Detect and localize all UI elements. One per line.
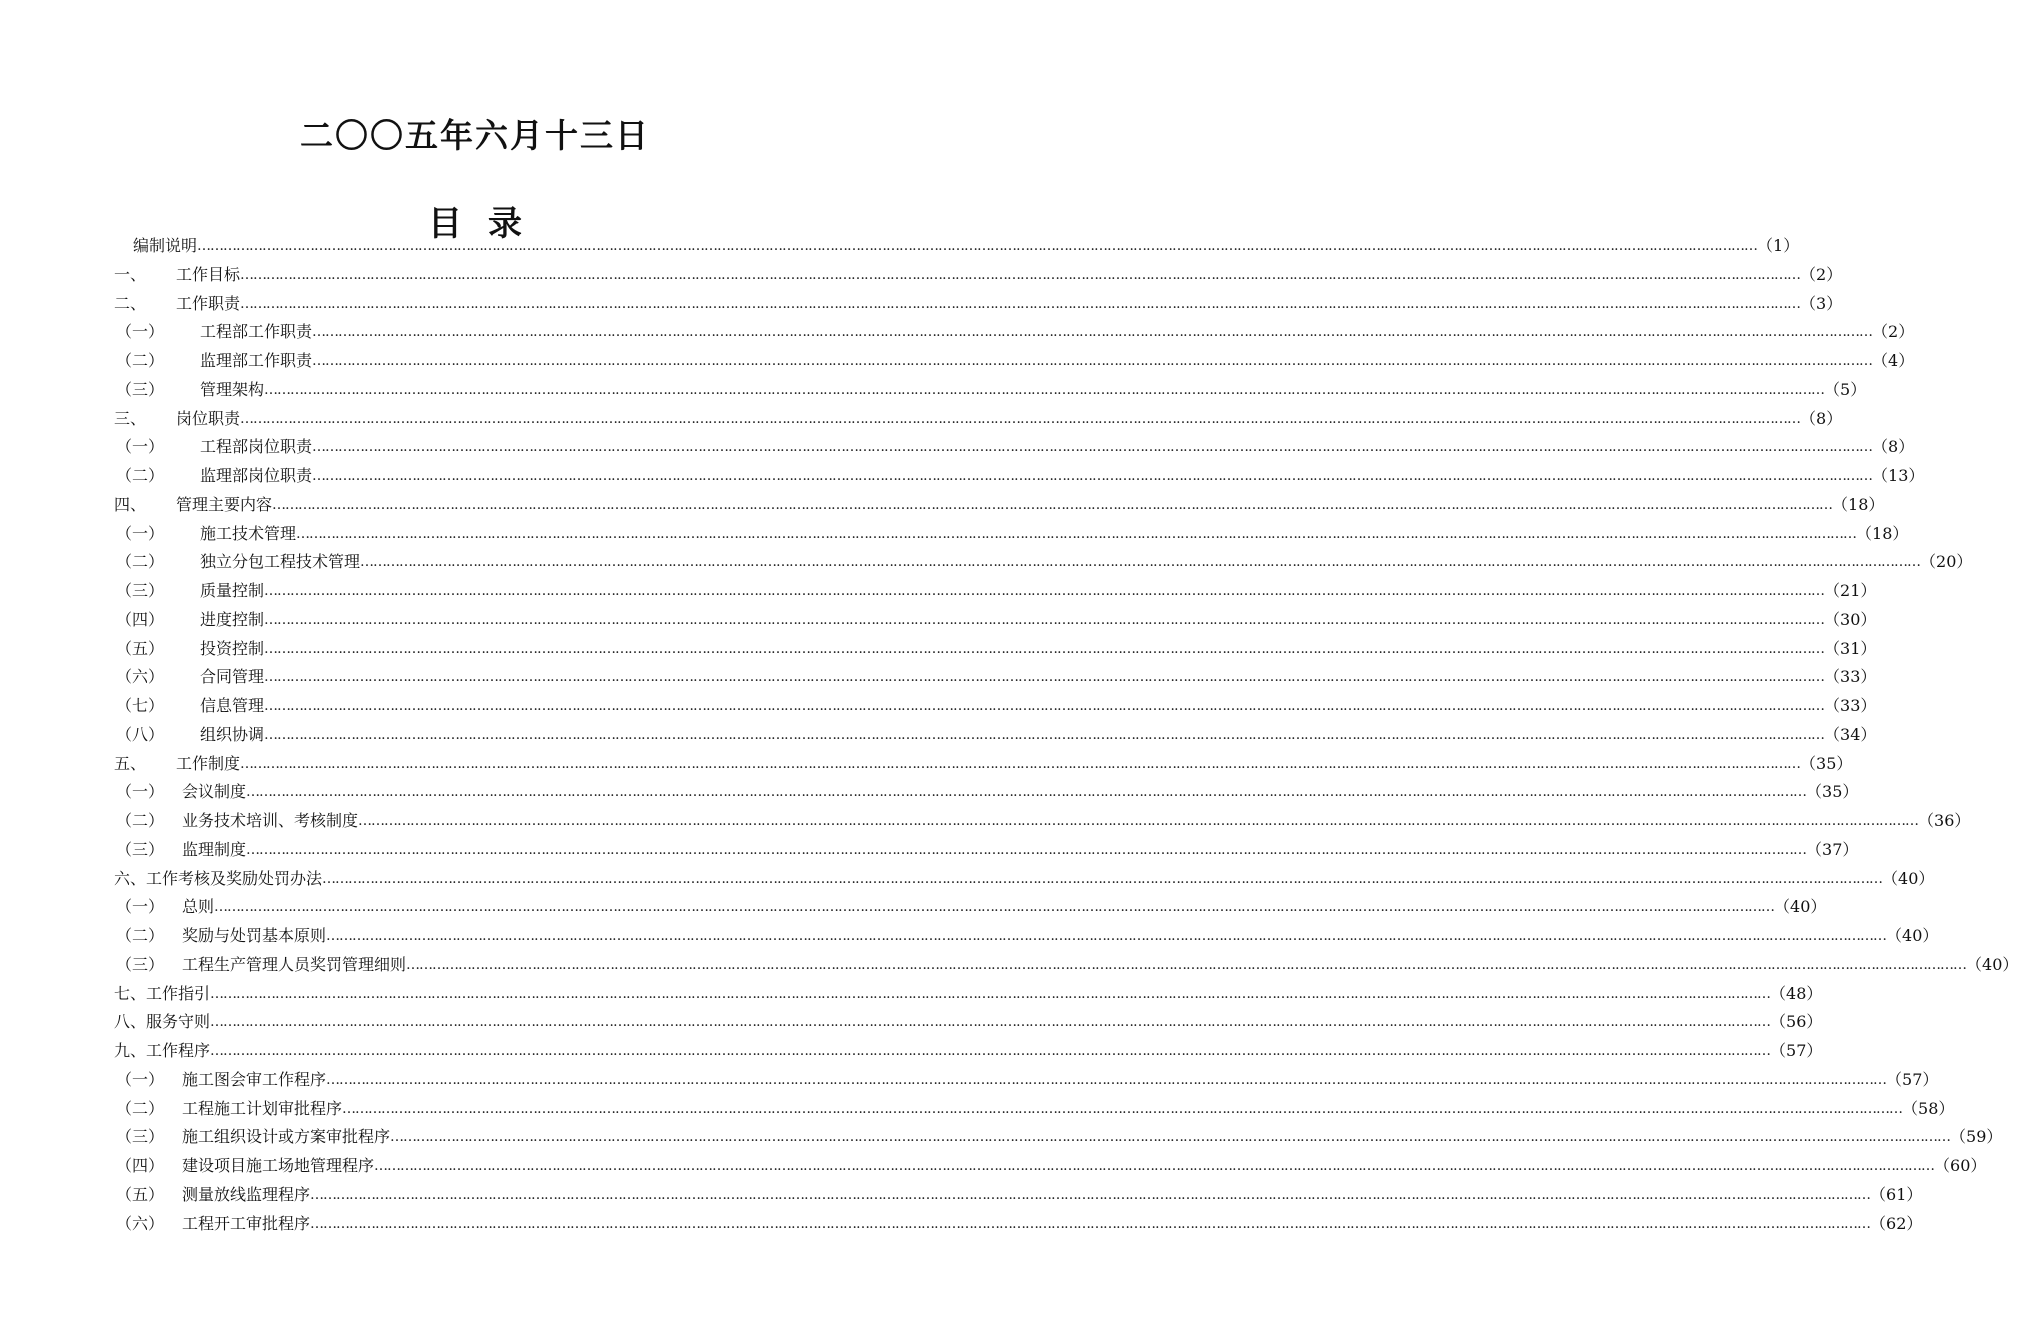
toc-entry-page: （4） (1872, 351, 1915, 370)
toc-entry-leader: ……………………………………………………………………………………………………………………………………………………………………………………………………………………………………………………………………………………………………………………………… (264, 698, 1825, 714)
toc-entry-leader: ……………………………………………………………………………………………………………………………………………………………………………………………………………………………………………………………………………………………………………………………… (326, 928, 1887, 944)
toc-entry (116, 606, 1877, 634)
toc-entry-label: 测量放线监理程序 (182, 1184, 311, 1204)
toc-entry-label: 工作职责 (176, 293, 241, 313)
toc-entry-page: （37） (1806, 839, 1859, 859)
toc-entry-label: 七、工作指引 (114, 983, 211, 1003)
toc-entry-page: （8） (1872, 437, 1915, 457)
toc-entry-page: （35） (1800, 753, 1853, 773)
toc-entry (116, 347, 1915, 375)
toc-entry-page: （18） (1856, 523, 1909, 543)
toc-entry (116, 922, 1939, 950)
toc-entry-number: 五、 (114, 753, 147, 773)
toc-entry-label: 编制说明 (133, 236, 198, 255)
toc-entry-label: 建设项目施工场地管理程序 (182, 1156, 375, 1175)
toc-entry-label: 质量控制 (200, 581, 265, 600)
toc-title-char-1: 目 (428, 204, 462, 244)
toc-entry-page: （8） (1800, 408, 1843, 428)
toc-entry-page: （40） (1886, 926, 1939, 945)
toc-entry-leader: ……………………………………………………………………………………………………………………………………………………………………………………………………………………………………………………………………………………………………………………………… (390, 1129, 1951, 1146)
toc-entry-label: 八、服务守则 (114, 1012, 211, 1032)
toc-entry-page: （18） (1832, 494, 1885, 514)
toc-entry-leader: ……………………………………………………………………………………………………………………………………………………………………………………………………………………………………………………………………………………………………………………………… (312, 353, 1873, 369)
toc-entry-leader: ……………………………………………………………………………………………………………………………………………………………………………………………………………………………………………………………………………………………………………………………… (374, 1158, 1935, 1174)
toc-entry-leader: ……………………………………………………………………………………………………………………………………………………………………………………………………………………………………………………………………………………………………………………………… (264, 583, 1825, 599)
toc-entry-leader: ……………………………………………………………………………………………………………………………………………………………………………………………………………………………………………………………………………………………………………………………… (264, 726, 1825, 743)
toc-entry-label: 管理主要内容 (176, 494, 273, 514)
toc-entry-number: 一、 (114, 264, 147, 284)
toc-entry (114, 290, 1843, 318)
toc-entry-number: （一） (116, 782, 165, 802)
toc-entry (114, 1008, 1823, 1036)
toc-entry-leader: ……………………………………………………………………………………………………………………………………………………………………………………………………………………………………………………………………………………………………………………………… (358, 813, 1919, 829)
toc-entry-leader: ……………………………………………………………………………………………………………………………………………………………………………………………………………………………………………………………………………………………………………………………… (310, 1215, 1871, 1232)
toc-entry-number: （七） (116, 696, 165, 715)
toc-entry-label: 工程施工计划审批程序 (182, 1098, 343, 1118)
toc-entry (116, 893, 1827, 921)
toc-entry-number: （一） (116, 897, 165, 917)
toc-entry-number: （一） (116, 523, 165, 543)
toc-entry-label: 九、工作程序 (114, 1041, 211, 1060)
toc-entry-page: （58） (1902, 1098, 1955, 1118)
toc-entry-leader: ……………………………………………………………………………………………………………………………………………………………………………………………………………………………………………………………………………………………………………………………… (312, 439, 1873, 456)
toc-entry-label: 施工图会审工作程序 (182, 1069, 327, 1089)
toc-entry-page: （57） (1770, 1041, 1823, 1060)
toc-entry-number: （一） (116, 1069, 165, 1089)
toc-entry-leader: ……………………………………………………………………………………………………………………………………………………………………………………………………………………………………………………………………………………………………………………………… (264, 381, 1825, 398)
toc-entry-number: 四、 (114, 494, 147, 514)
toc-entry-number: （一） (116, 322, 165, 342)
toc-entry-leader: ……………………………………………………………………………………………………………………………………………………………………………………………………………………………………………………………………………………………………………………………… (210, 985, 1771, 1002)
toc-entry-page: （61） (1870, 1184, 1923, 1204)
toc-entry (116, 692, 1877, 720)
toc-entry-page: （13） (1872, 466, 1925, 485)
toc-entry-page: （2） (1872, 322, 1915, 342)
toc-entry (116, 1210, 1923, 1238)
toc-entry-label: 管理架构 (200, 379, 265, 399)
toc-entry-leader: ……………………………………………………………………………………………………………………………………………………………………………………………………………………………………………………………………………………………………………………………… (240, 295, 1801, 312)
toc-entry-number: （六） (116, 1213, 165, 1233)
toc-entry-label: 施工组织设计或方案审批程序 (182, 1127, 391, 1147)
toc-entry (116, 1095, 1955, 1123)
toc-entry-label: 监理制度 (182, 839, 247, 859)
toc-entry-label: 监理部岗位职责 (200, 466, 313, 485)
toc-entry-label: 总则 (182, 897, 215, 917)
toc-entry (116, 1066, 1939, 1094)
toc-entry (116, 1181, 1923, 1209)
toc-entry-label: 独立分包工程技术管理 (200, 552, 361, 572)
toc-entry-label: 业务技术培训、考核制度 (182, 811, 359, 830)
toc-entry (116, 376, 1867, 404)
toc-entry-label: 监理部工作职责 (200, 351, 313, 370)
toc-entry-number: （二） (116, 1098, 165, 1118)
toc-entry-label: 进度控制 (200, 609, 265, 629)
toc-entry-page: （56） (1770, 1012, 1823, 1032)
toc-entry (116, 663, 1877, 691)
toc-entry-page: （40） (1882, 868, 1935, 888)
toc-entry (114, 405, 1843, 433)
toc-entry (116, 721, 1877, 749)
toc-entry-leader: ……………………………………………………………………………………………………………………………………………………………………………………………………………………………………………………………………………………………………………………………… (210, 1043, 1771, 1059)
toc-entry (116, 807, 1971, 835)
toc-entry (116, 635, 1877, 663)
toc-entry-number: （一） (116, 437, 165, 457)
toc-entry-number: （二） (116, 811, 165, 830)
toc-entry-number: 二、 (114, 293, 147, 313)
toc-entry-page: （33） (1824, 667, 1877, 687)
toc-entry-leader: ……………………………………………………………………………………………………………………………………………………………………………………………………………………………………………………………………………………………………………………………… (272, 496, 1833, 513)
toc-entry-leader: ……………………………………………………………………………………………………………………………………………………………………………………………………………………………………………………………………………………………………………………………… (246, 784, 1807, 801)
toc-entry-number: （二） (116, 351, 165, 370)
toc-entry-label: 施工技术管理 (200, 523, 297, 543)
toc-entry (114, 750, 1853, 778)
toc-entry-page: （1） (1757, 236, 1800, 255)
toc-entry-page: （3） (1800, 293, 1843, 313)
toc-entry-page: （2） (1800, 264, 1843, 284)
toc-entry-page: （62） (1870, 1213, 1923, 1233)
toc-entry-number: （三） (116, 581, 165, 600)
toc-entry (114, 491, 1885, 519)
toc-entry-label: 六、工作考核及奖励处罚办法 (114, 868, 323, 888)
toc-entry (116, 462, 1925, 490)
toc-entry-leader: ……………………………………………………………………………………………………………………………………………………………………………………………………………………………………………………………………………………………………………………………… (264, 640, 1825, 657)
toc-entry-leader: ……………………………………………………………………………………………………………………………………………………………………………………………………………………………………………………………………………………………………………………………… (240, 755, 1801, 772)
toc-entry (116, 577, 1877, 605)
toc-entry-number: （二） (116, 466, 165, 485)
toc-entry-number: 三、 (114, 408, 147, 428)
toc-entry-page: （31） (1824, 638, 1877, 658)
toc-entry-number: （五） (116, 638, 165, 658)
date-heading: 二〇〇五年六月十三日 (300, 116, 650, 155)
toc-entry-page: （34） (1824, 724, 1877, 744)
toc-entry-leader: ……………………………………………………………………………………………………………………………………………………………………………………………………………………………………………………………………………………………………………………………… (264, 669, 1825, 686)
toc-entry-label: 组织协调 (200, 724, 265, 744)
toc-entry-leader: ……………………………………………………………………………………………………………………………………………………………………………………………………………………………………………………………………………………………………………………………… (210, 1014, 1771, 1031)
toc-entry-label: 工程部工作职责 (200, 322, 313, 342)
toc-entry (114, 980, 1823, 1008)
toc-entry-leader: ……………………………………………………………………………………………………………………………………………………………………………………………………………………………………………………………………………………………………………………………… (246, 841, 1807, 858)
toc-entry-number: （五） (116, 1184, 165, 1204)
toc-entry-label: 工作制度 (176, 753, 241, 773)
toc-entry-label: 奖励与处罚基本原则 (182, 926, 327, 945)
toc-entry-number: （二） (116, 926, 165, 945)
toc-entry (116, 548, 1973, 576)
toc-entry-page: （33） (1824, 696, 1877, 715)
toc-entry (116, 836, 1859, 864)
toc-entry-label: 工作目标 (176, 264, 241, 284)
toc-entry-leader: ……………………………………………………………………………………………………………………………………………………………………………………………………………………………………………………………………………………………………………………………… (310, 1186, 1871, 1203)
toc-entry (116, 520, 1909, 548)
toc-entry-number: （二） (116, 552, 165, 572)
toc-entry-number: （三） (116, 1127, 165, 1147)
toc-entry (116, 433, 1915, 461)
toc-entry-page: （35） (1806, 782, 1859, 802)
toc-entry (116, 951, 2018, 979)
toc-entry-leader: ……………………………………………………………………………………………………………………………………………………………………………………………………………………………………………………………………………………………………………………………… (360, 554, 1921, 571)
toc-title-char-2: 录 (488, 204, 522, 244)
toc-entry-page: （57） (1886, 1069, 1939, 1089)
toc-entry-page: （59） (1950, 1127, 2003, 1147)
toc-entry-number: （四） (116, 609, 165, 629)
toc-entry-label: 工程开工审批程序 (182, 1213, 311, 1233)
toc-entry-leader: ……………………………………………………………………………………………………………………………………………………………………………………………………………………………………………………………………………………………………………………………… (326, 1071, 1887, 1088)
toc-entry-page: （21） (1824, 581, 1877, 600)
toc-entry-page: （40） (1966, 954, 2018, 974)
toc-entry-page: （20） (1920, 552, 1973, 572)
toc-entry-label: 工程部岗位职责 (200, 437, 313, 457)
toc-entry (116, 1123, 2003, 1151)
toc-entry-leader: ……………………………………………………………………………………………………………………………………………………………………………………………………………………………………………………………………………………………………………………………… (240, 410, 1801, 427)
toc-entry-page: （36） (1918, 811, 1971, 830)
toc-entry-number: （三） (116, 954, 165, 974)
toc-entry-label: 会议制度 (182, 782, 247, 802)
toc-entry-leader: ……………………………………………………………………………………………………………………………………………………………………………………………………………………………………………………………………………………………………………………………… (322, 870, 1883, 887)
toc-entry-leader: ……………………………………………………………………………………………………………………………………………………………………………………………………………………………………………………………………………………………………………………………… (214, 899, 1775, 916)
toc-entry (114, 1037, 1823, 1065)
toc-entry-leader: ……………………………………………………………………………………………………………………………………………………………………………………………………………………………………………………………………………………………………………………………… (312, 324, 1873, 341)
toc-entry-page: （5） (1824, 379, 1867, 399)
toc-entry (116, 778, 1859, 806)
toc-entry-leader: ……………………………………………………………………………………………………………………………………………………………………………………………………………………………………………………………………………………………………………………………… (312, 468, 1873, 484)
toc-entry (133, 232, 1800, 260)
toc-entry-page: （60） (1934, 1156, 1987, 1175)
toc-entry (116, 1152, 1987, 1180)
toc-entry-number: （四） (116, 1156, 165, 1175)
toc-entry-leader: ……………………………………………………………………………………………………………………………………………………………………………………………………………………………………………………………………………………………………………………………… (240, 266, 1801, 283)
toc-entry-page: （40） (1774, 897, 1827, 917)
toc-entry-label: 岗位职责 (176, 408, 241, 428)
toc-entry-leader: ……………………………………………………………………………………………………………………………………………………………………………………………………………………………………………………………………………………………………………………………… (342, 1100, 1903, 1117)
toc-entry-number: （三） (116, 379, 165, 399)
toc-entry (114, 865, 1935, 893)
toc-entry-number: （三） (116, 839, 165, 859)
toc-entry-page: （48） (1770, 983, 1823, 1003)
toc-entry-page: （30） (1824, 609, 1877, 629)
toc-entry-label: 投资控制 (200, 638, 265, 658)
toc-entry (114, 261, 1843, 289)
toc-entry-number: （六） (116, 667, 165, 687)
toc-entry-leader: ……………………………………………………………………………………………………………………………………………………………………………………………………………………………………………………………………………………………………………………………… (406, 956, 1967, 973)
toc-entry-label: 信息管理 (200, 696, 265, 715)
toc-entry-leader: ……………………………………………………………………………………………………………………………………………………………………………………………………………………………………………………………………………………………………………………………… (264, 611, 1825, 628)
toc-entry-number: （八） (116, 724, 165, 744)
toc-entry-label: 工程生产管理人员奖罚管理细则 (182, 954, 407, 974)
toc-entry-leader: ……………………………………………………………………………………………………………………………………………………………………………………………………………………………………………………………………………………………………………………………… (197, 238, 1758, 254)
toc-entry-label: 合同管理 (200, 667, 265, 687)
toc-entry (116, 318, 1915, 346)
toc-entry-leader: ……………………………………………………………………………………………………………………………………………………………………………………………………………………………………………………………………………………………………………………………… (296, 525, 1857, 542)
